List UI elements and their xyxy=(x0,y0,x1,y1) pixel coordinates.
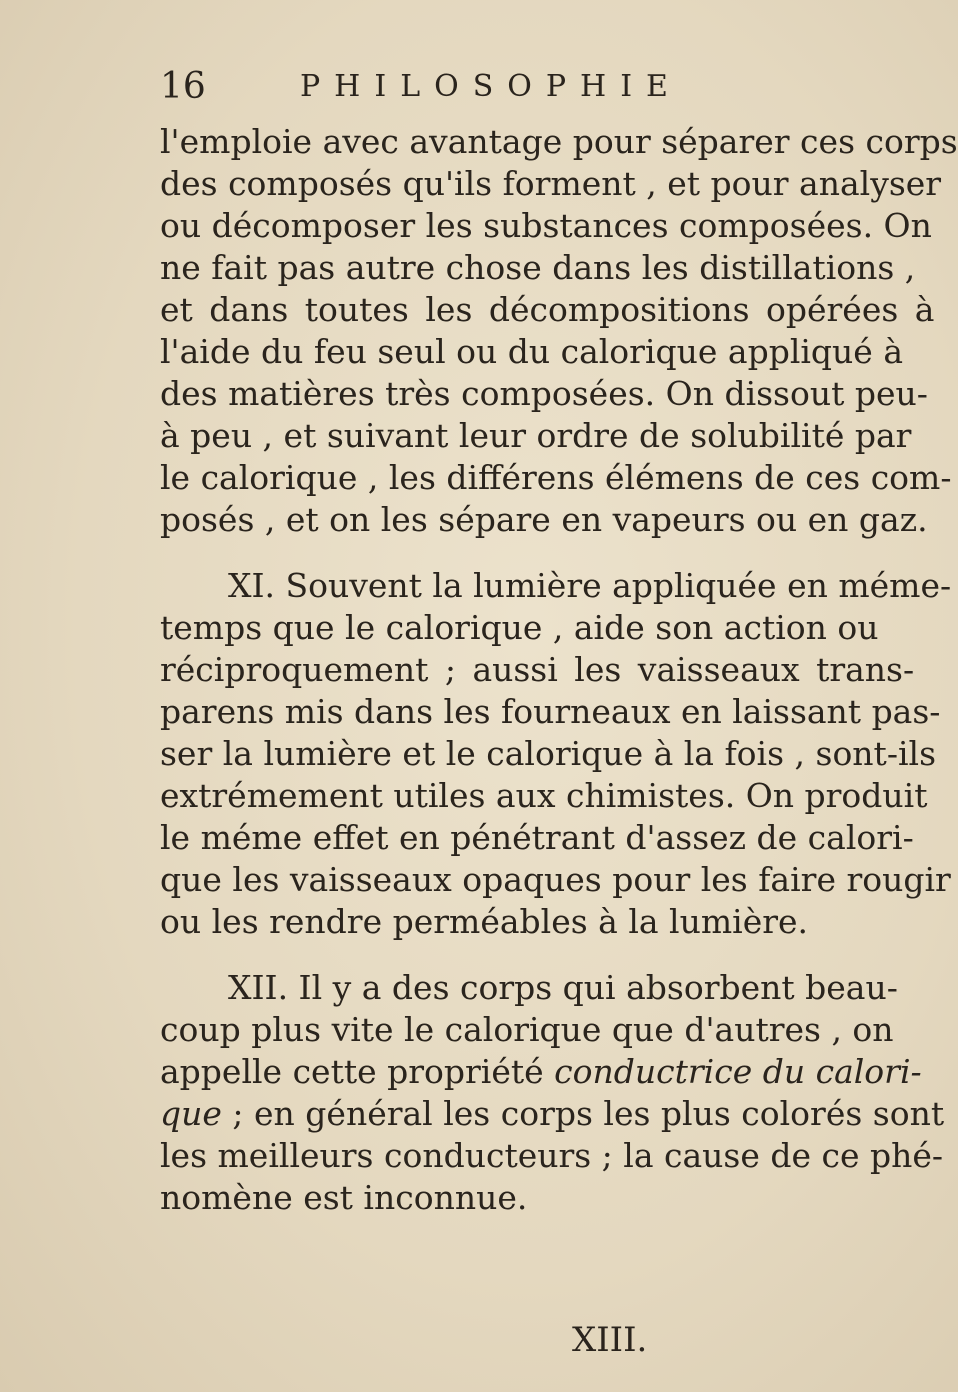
text-line: extrémement utiles aux chimistes. On produit xyxy=(160,776,928,815)
text-run: ; en général les corps les plus colorés sont xyxy=(221,1094,945,1133)
text-line: ser la lumière et le calorique à la fois , sont-ils xyxy=(160,734,937,773)
italic-term: que xyxy=(160,1094,222,1133)
text-line: l'emploie avec avantage pour séparer ces corps xyxy=(160,122,958,161)
section-xi-first-line: XI. Souvent la lumière appliquée en méme- xyxy=(228,566,952,605)
text-line: à peu , et suivant leur ordre de solubilité par xyxy=(160,416,912,455)
text-line: ou décomposer les substances composées. On xyxy=(160,206,932,245)
italic-term: conductrice du calori- xyxy=(554,1052,922,1091)
text-run: appelle cette propriété xyxy=(160,1052,555,1091)
text-line: des matières très composées. On dissout peu- xyxy=(160,374,928,413)
text-line: nomène est inconnue. xyxy=(160,1178,528,1217)
text-line: des composés qu'ils forment , et pour analyser xyxy=(160,164,942,203)
running-head: PHILOSOPHIE xyxy=(300,69,682,104)
text-line: les meilleurs conducteurs ; la cause de ce phé- xyxy=(160,1136,944,1175)
text-line xyxy=(160,1094,944,1134)
text-line: et dans toutes les décompositions opérées à xyxy=(160,290,935,329)
text-line: temps que le calorique , aide son action ou xyxy=(160,608,879,647)
text-line: parens mis dans les fourneaux en laissant pas- xyxy=(160,692,941,731)
text-line: posés , et on les sépare en vapeurs ou en gaz. xyxy=(160,500,928,539)
text-line: ne fait pas autre chose dans les distillations , xyxy=(160,248,916,287)
section-xii-first-line: XII. Il y a des corps qui absorbent beau- xyxy=(228,968,898,1007)
text-line: ou les rendre perméables à la lumière. xyxy=(160,902,809,941)
text-line: que les vaisseaux opaques pour les faire rougir xyxy=(160,860,951,899)
page-number: 16 xyxy=(160,66,206,107)
text-line: le méme effet en pénétrant d'assez de calori- xyxy=(160,818,914,857)
text-line: réciproquement ; aussi les vaisseaux trans- xyxy=(160,650,915,689)
text-line: coup plus vite le calorique que d'autres , on xyxy=(160,1010,894,1049)
catchword: XIII. xyxy=(572,1320,648,1360)
text-line: l'aide du feu seul ou du calorique appliqué à xyxy=(160,332,903,371)
text-line xyxy=(160,1052,922,1092)
text-line: le calorique , les différens élémens de ces com- xyxy=(160,458,952,497)
page-header xyxy=(160,62,680,112)
